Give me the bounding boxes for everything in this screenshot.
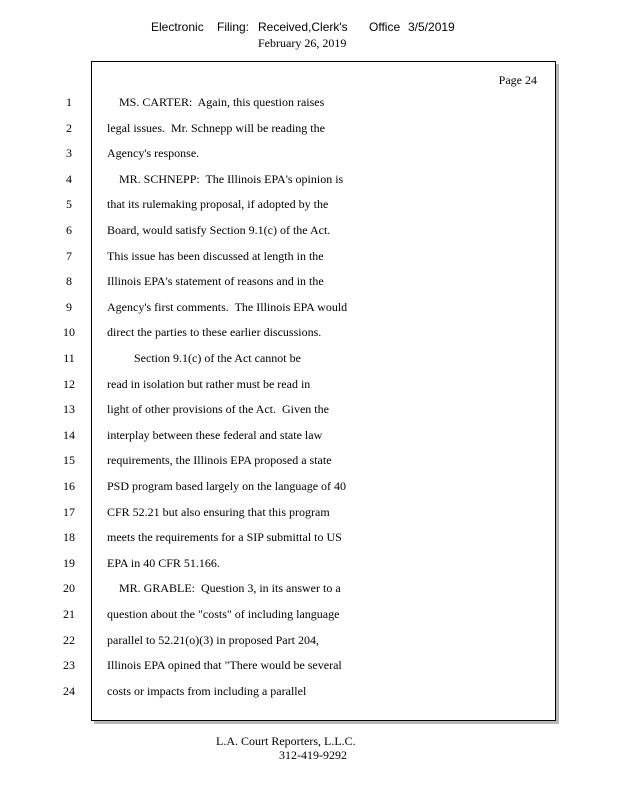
transcript-line: parallel to 52.21(o)(3) in proposed Part 204, (107, 633, 319, 647)
page-number: Page 24 (498, 73, 537, 87)
transcript-line: MR. GRABLE: Question 3, in its answer to a (107, 581, 341, 595)
line-number: 8 (66, 274, 72, 288)
line-number: 3 (66, 146, 72, 160)
line-number: 17 (63, 505, 75, 519)
transcript-line: direct the parties to these earlier discussions. (107, 325, 322, 339)
line-number: 2 (66, 121, 72, 135)
transcript-line: MR. SCHNEPP: The Illinois EPA's opinion is (107, 172, 344, 186)
transcript-line: Agency's first comments. The Illinois EPA would (107, 300, 348, 314)
line-number: 12 (63, 377, 75, 391)
line-number: 13 (63, 402, 75, 416)
transcript-line: EPA in 40 CFR 51.166. (107, 556, 220, 570)
filing-stamp-date: 3/5/2019 (408, 20, 455, 34)
line-number: 6 (66, 223, 72, 237)
transcript-line: interplay between these federal and state law (107, 428, 323, 442)
filing-stamp-label-office: Office (369, 20, 401, 34)
filing-stamp-label-filing: Filing: (217, 20, 250, 34)
line-number: 20 (63, 581, 75, 595)
transcript-line: requirements, the Illinois EPA proposed a state (107, 453, 332, 467)
line-number: 15 (63, 453, 75, 467)
footer-company: L.A. Court Reporters, L.L.C. (216, 734, 356, 748)
line-number: 4 (66, 172, 72, 186)
line-number: 10 (63, 325, 75, 339)
footer-phone: 312-419-9292 (279, 748, 347, 762)
transcript-line: PSD program based largely on the language of 40 (107, 479, 347, 493)
transcript-line: Section 9.1(c) of the Act cannot be (107, 351, 301, 365)
transcript-line: read in isolation but rather must be read in (107, 377, 311, 391)
transcript-line: Illinois EPA's statement of reasons and in the (107, 274, 324, 288)
transcript-line: Illinois EPA opined that "There would be several (107, 658, 342, 672)
transcript-line: costs or impacts from including a parallel (107, 684, 307, 698)
transcript-line: meets the requirements for a SIP submittal to US (107, 530, 342, 544)
line-number: 22 (63, 633, 75, 647)
transcript-line: that its rulemaking proposal, if adopted by the (107, 197, 329, 211)
transcript-line: CFR 52.21 but also ensuring that this program (107, 505, 330, 519)
transcript-line: This issue has been discussed at length in the (107, 249, 324, 263)
filing-stamp-label-received: Received,Clerk's (258, 20, 348, 34)
transcript-line: question about the "costs" of including language (107, 607, 340, 621)
line-number: 19 (63, 556, 75, 570)
line-number: 7 (66, 249, 72, 263)
line-number: 14 (63, 428, 75, 442)
filing-stamp (151, 20, 455, 34)
line-number: 11 (63, 351, 75, 365)
line-number: 16 (63, 479, 75, 493)
line-number: 5 (66, 197, 72, 211)
line-number: 9 (66, 300, 72, 314)
transcript-line: Agency's response. (107, 146, 200, 160)
transcript-line: Board, would satisfy Section 9.1(c) of the Act. (107, 223, 331, 237)
transcript-line: legal issues. Mr. Schnepp will be reading the (107, 121, 325, 135)
transcript-line: MS. CARTER: Again, this question raises (107, 95, 325, 109)
line-number: 24 (63, 684, 75, 698)
document-date: February 26, 2019 (258, 36, 347, 50)
line-number: 23 (63, 658, 75, 672)
line-number: 18 (63, 530, 75, 544)
line-number: 1 (66, 95, 72, 109)
line-number: 21 (63, 607, 75, 621)
filing-stamp-label-electronic: Electronic (151, 20, 204, 34)
transcript-line: light of other provisions of the Act. Given the (107, 402, 329, 416)
